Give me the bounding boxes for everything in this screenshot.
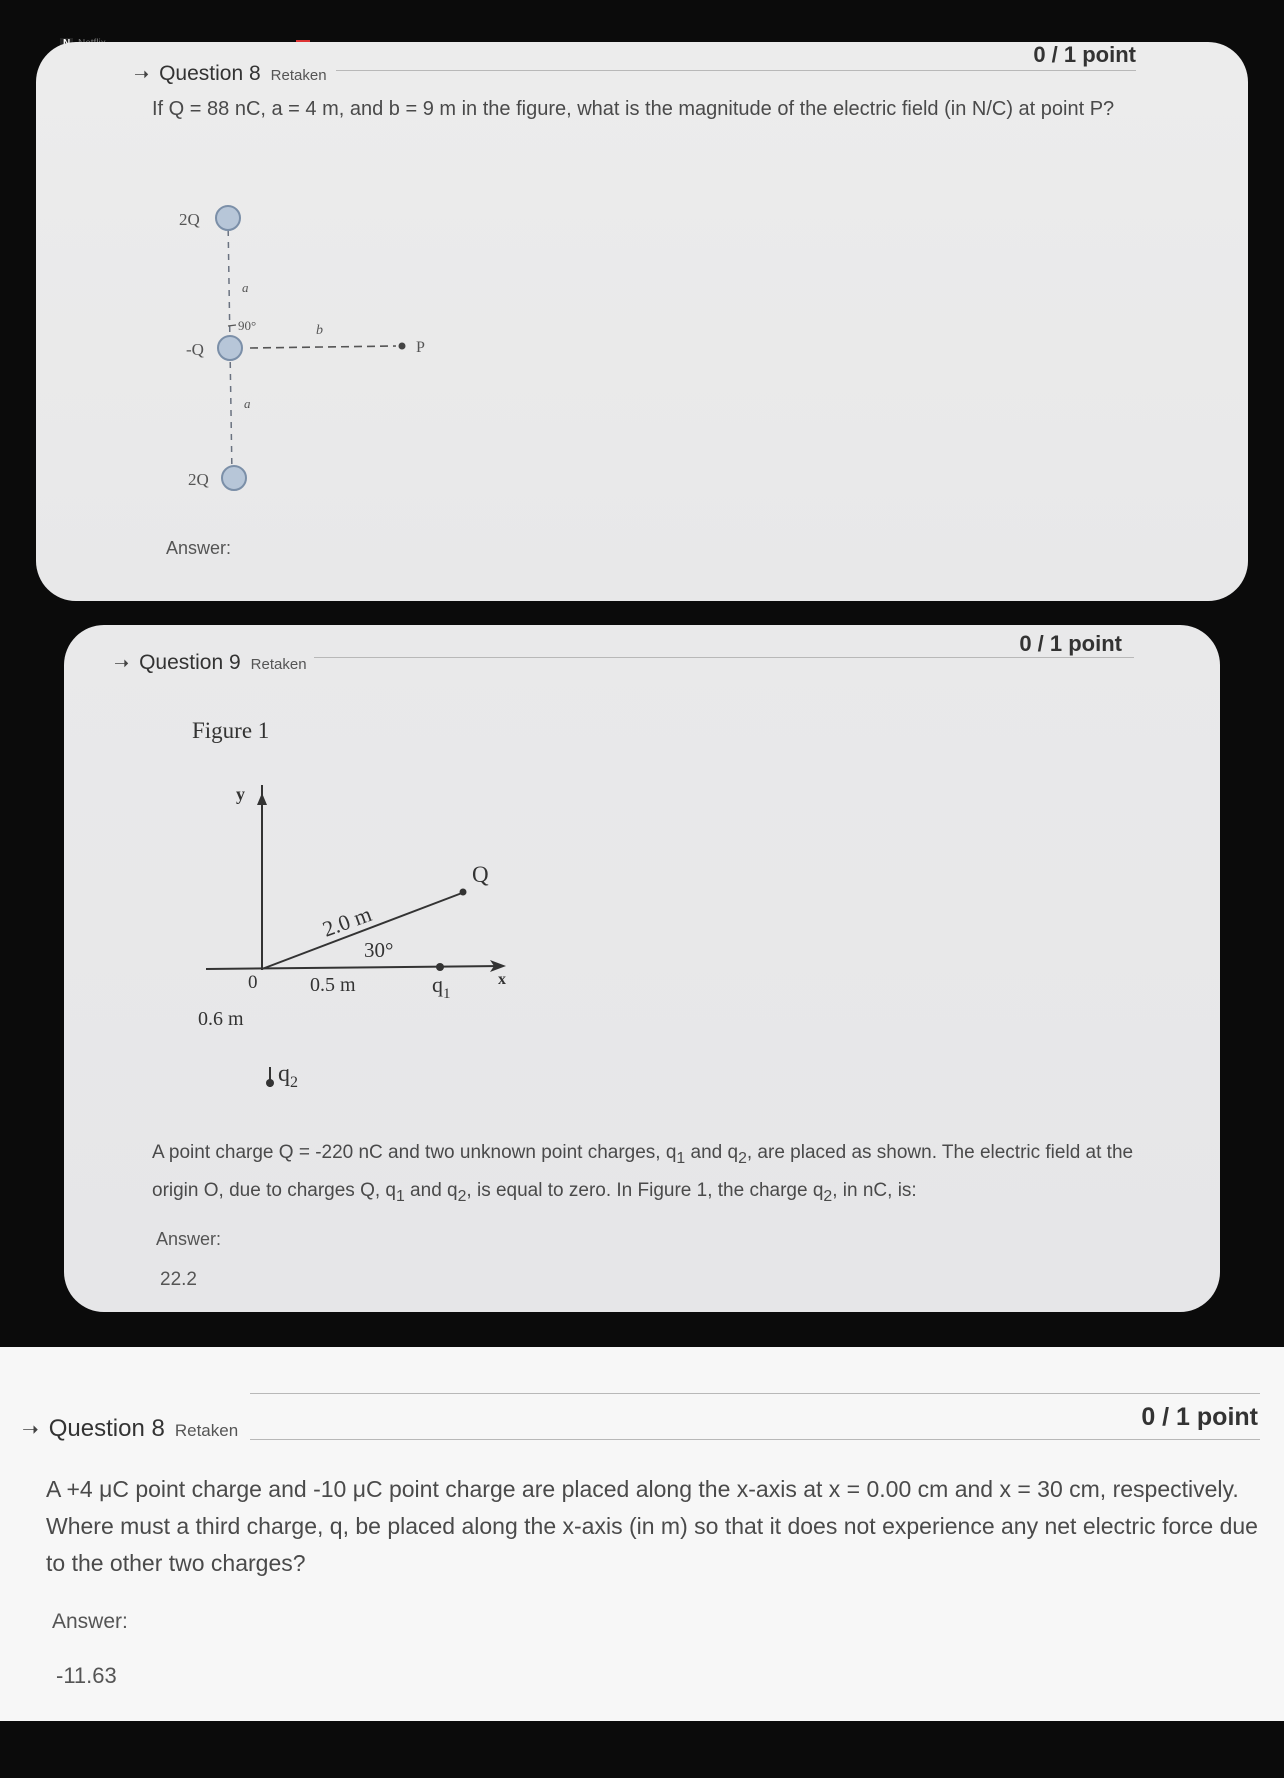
question-points: 0 / 1 point	[1141, 1403, 1258, 1431]
label-b: b	[316, 323, 323, 338]
point-p	[399, 343, 406, 350]
label-a-top: a	[242, 280, 249, 295]
charge-q-label: Q	[472, 862, 489, 887]
y-axis-label: y	[236, 784, 245, 804]
question-title[interactable]: Question 8	[48, 1415, 165, 1442]
angle-label: 30°	[364, 938, 394, 962]
divider	[250, 1439, 1260, 1440]
answer-label: Answer:	[52, 1610, 128, 1633]
answer-label: Answer:	[166, 538, 232, 558]
figure-1	[64, 625, 584, 1095]
label-point-p: P	[416, 339, 425, 356]
question-card-9	[64, 625, 1220, 1312]
answer-label: Answer:	[156, 1229, 222, 1249]
question-title[interactable]: Question 8	[159, 62, 261, 85]
right-angle-marker	[228, 325, 236, 326]
status-badge: Retaken	[270, 67, 327, 84]
question-card-8a	[36, 42, 1248, 601]
x-axis	[206, 966, 502, 969]
distance-q2-label: 0.6 m	[198, 1008, 244, 1030]
charge-q2-label: $q_2$	[278, 1061, 298, 1091]
x-axis-label: x	[498, 971, 506, 988]
charge-middle	[218, 336, 242, 360]
label-bottom-charge: 2Q	[188, 470, 209, 489]
charge-q1-dot	[436, 963, 444, 971]
charge-q1-label: $q_1$	[432, 972, 451, 1002]
arrow-right-icon: ➝	[134, 64, 150, 84]
question-card-8b	[0, 1347, 1284, 1721]
label-angle: 90°	[238, 318, 257, 333]
question-points: 0 / 1 point	[1019, 631, 1122, 656]
question-text: A +4 μC point charge and -10 μC point charge are placed along the x-axis at x = 0.00 cm and x = 30 cm, respectively. Where must a third charge, q, be placed along the x-axis (in m) so that it does not experience any net electric force due to the other two charges?	[46, 1476, 1258, 1576]
answer-value[interactable]: -11.63	[56, 1663, 117, 1688]
charge-top	[216, 206, 240, 230]
charge-q-dot	[460, 889, 467, 896]
question-points: 0 / 1 point	[1033, 42, 1136, 67]
y-axis-arrow	[257, 793, 267, 805]
status-badge: Retaken	[250, 656, 307, 673]
charge-figure	[36, 42, 536, 522]
divider-top	[250, 1393, 1260, 1394]
arrow-right-icon: ➝	[22, 1419, 39, 1441]
horizontal-dashed-line	[250, 346, 396, 348]
question-text: If Q = 88 nC, a = 4 m, and b = 9 m in the figure, what is the magnitude of the electric field (in N/C) at point P?	[152, 98, 1115, 120]
distance-q1-label: 0.5 m	[310, 974, 356, 996]
label-a-bottom: a	[244, 396, 251, 411]
question-text: A point charge Q = -220 nC and two unknown point charges, $q_1$ and $q_2$, are placed as shown. The electric field at the origin O, due to charges Q, $q_1$ and $q_2$, is equal to zero. In Figure 1, the charge $q_2$, in nC, is:	[152, 1142, 1134, 1205]
status-badge: Retaken	[174, 1421, 239, 1440]
charge-bottom	[222, 466, 246, 490]
label-top-charge: 2Q	[179, 210, 200, 229]
origin-label: 0	[248, 972, 258, 993]
arrow-right-icon: ➝	[114, 653, 130, 673]
label-middle-charge: -Q	[186, 340, 204, 359]
figure-title: Figure 1	[192, 718, 270, 743]
charge-q2-dot	[266, 1079, 274, 1087]
question-title[interactable]: Question 9	[139, 651, 241, 674]
distance-q-label: 2.0 m	[319, 901, 375, 942]
question-header	[22, 1415, 238, 1443]
answer-value[interactable]: 22.2	[160, 1269, 197, 1290]
